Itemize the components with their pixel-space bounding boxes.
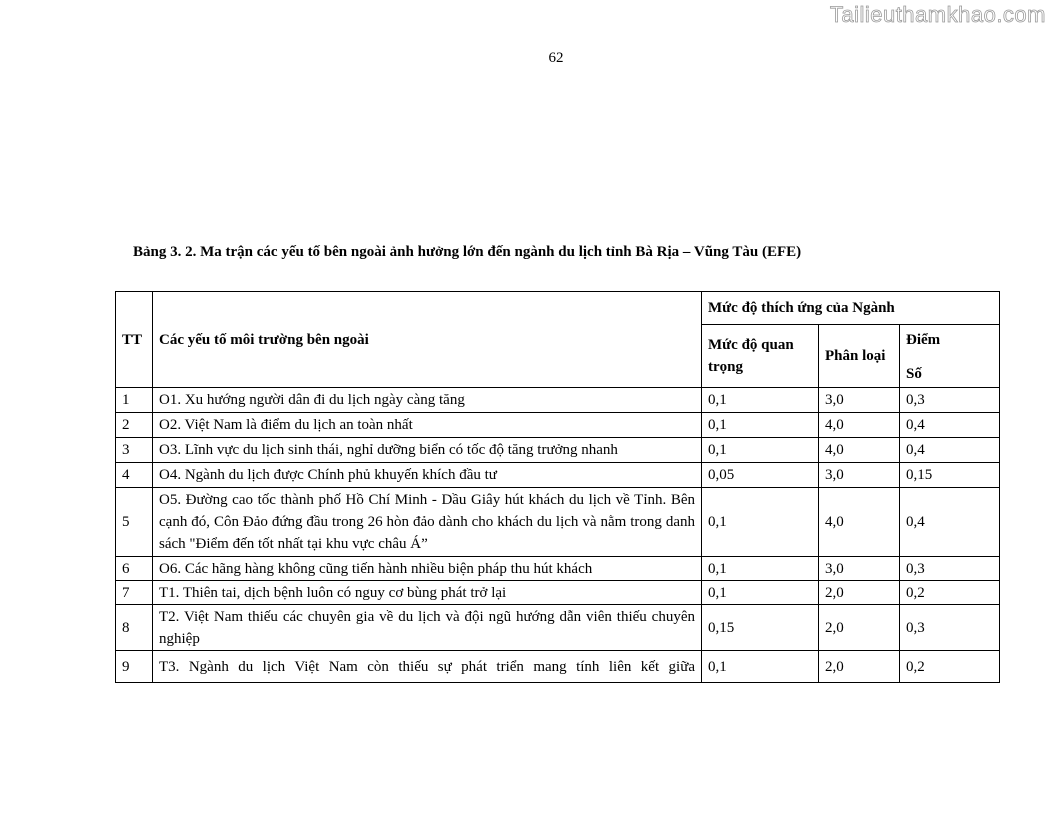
cell-weight: 0,1 bbox=[702, 581, 819, 605]
cell-tt: 3 bbox=[116, 438, 153, 463]
table-row bbox=[116, 413, 1000, 438]
cell-weight: 0,1 bbox=[702, 388, 819, 413]
cell-tt: 7 bbox=[116, 581, 153, 605]
header-score bbox=[900, 325, 1000, 388]
cell-classification: 3,0 bbox=[819, 388, 900, 413]
cell-score: 0,4 bbox=[900, 488, 1000, 557]
table-row bbox=[116, 651, 1000, 683]
cell-weight: 0,1 bbox=[702, 557, 819, 581]
table-row bbox=[116, 488, 1000, 557]
cell-score: 0,4 bbox=[900, 413, 1000, 438]
cell-classification: 4,0 bbox=[819, 488, 900, 557]
cell-tt: 8 bbox=[116, 605, 153, 651]
cell-tt: 5 bbox=[116, 488, 153, 557]
cell-tt: 2 bbox=[116, 413, 153, 438]
cell-classification: 3,0 bbox=[819, 463, 900, 488]
cell-weight: 0,05 bbox=[702, 463, 819, 488]
header-classification: Phân loại bbox=[819, 325, 900, 388]
header-tt: TT bbox=[116, 292, 153, 388]
cell-score: 0,4 bbox=[900, 438, 1000, 463]
table-row bbox=[116, 557, 1000, 581]
cell-score: 0,3 bbox=[900, 557, 1000, 581]
table-caption: Bảng 3. 2. Ma trận các yếu tố bên ngoài ảnh hưởng lớn đến ngành du lịch tỉnh Bà Rịa – Vũng Tàu (EFE) bbox=[133, 244, 802, 260]
header-adaptation-group: Mức độ thích ứng của Ngành bbox=[702, 292, 1000, 325]
cell-weight: 0,1 bbox=[702, 438, 819, 463]
cell-weight: 0,1 bbox=[702, 488, 819, 557]
cell-tt: 9 bbox=[116, 651, 153, 683]
cell-factor: O3. Lĩnh vực du lịch sinh thái, nghỉ dưỡng biển có tốc độ tăng trưởng nhanh bbox=[153, 438, 702, 463]
cell-factor: O5. Đường cao tốc thành phố Hồ Chí Minh - Dầu Giây hút khách du lịch về Tỉnh. Bên cạnh đó, Côn Đảo đứng đầu trong 26 hòn đảo dành cho khách du lịch và nằm trong danh sách "Điểm đến tốt nhất tại khu vực châu Á” bbox=[153, 488, 702, 557]
cell-factor: O2. Việt Nam là điểm du lịch an toàn nhất bbox=[153, 413, 702, 438]
cell-factor: O4. Ngành du lịch được Chính phủ khuyến khích đầu tư bbox=[153, 463, 702, 488]
cell-score: 0,15 bbox=[900, 463, 1000, 488]
cell-factor: T1. Thiên tai, dịch bệnh luôn có nguy cơ bùng phát trở lại bbox=[153, 581, 702, 605]
efe-matrix-table bbox=[115, 291, 1000, 683]
table-row bbox=[116, 605, 1000, 651]
cell-classification: 4,0 bbox=[819, 438, 900, 463]
table-row bbox=[116, 463, 1000, 488]
cell-score: 0,3 bbox=[900, 605, 1000, 651]
cell-tt: 6 bbox=[116, 557, 153, 581]
header-score-line1: Điểm bbox=[906, 332, 941, 348]
cell-classification: 4,0 bbox=[819, 413, 900, 438]
cell-classification: 2,0 bbox=[819, 581, 900, 605]
header-factor: Các yếu tố môi trường bên ngoài bbox=[153, 292, 702, 388]
cell-factor: O1. Xu hướng người dân đi du lịch ngày càng tăng bbox=[153, 388, 702, 413]
table-row bbox=[116, 388, 1000, 413]
cell-weight: 0,1 bbox=[702, 651, 819, 683]
cell-tt: 4 bbox=[116, 463, 153, 488]
cell-classification: 3,0 bbox=[819, 557, 900, 581]
cell-factor: T3. Ngành du lịch Việt Nam còn thiếu sự phát triển mang tính liên kết giữa bbox=[153, 651, 702, 683]
cell-score: 0,2 bbox=[900, 581, 1000, 605]
table-row bbox=[116, 581, 1000, 605]
cell-score: 0,3 bbox=[900, 388, 1000, 413]
cell-score: 0,2 bbox=[900, 651, 1000, 683]
header-score-line2: Số bbox=[906, 366, 922, 382]
watermark: Tailieuthamkhao.com bbox=[829, 2, 1046, 27]
header-weight: Mức độ quan trọng bbox=[702, 325, 819, 388]
cell-classification: 2,0 bbox=[819, 605, 900, 651]
page-number: 62 bbox=[548, 50, 564, 66]
cell-classification: 2,0 bbox=[819, 651, 900, 683]
cell-tt: 1 bbox=[116, 388, 153, 413]
cell-weight: 0,15 bbox=[702, 605, 819, 651]
cell-factor: T2. Việt Nam thiếu các chuyên gia về du lịch và đội ngũ hướng dẫn viên thiếu chuyên nghiệp bbox=[153, 605, 702, 651]
table-row bbox=[116, 438, 1000, 463]
cell-factor: O6. Các hãng hàng không cũng tiến hành nhiều biện pháp thu hút khách bbox=[153, 557, 702, 581]
cell-weight: 0,1 bbox=[702, 413, 819, 438]
